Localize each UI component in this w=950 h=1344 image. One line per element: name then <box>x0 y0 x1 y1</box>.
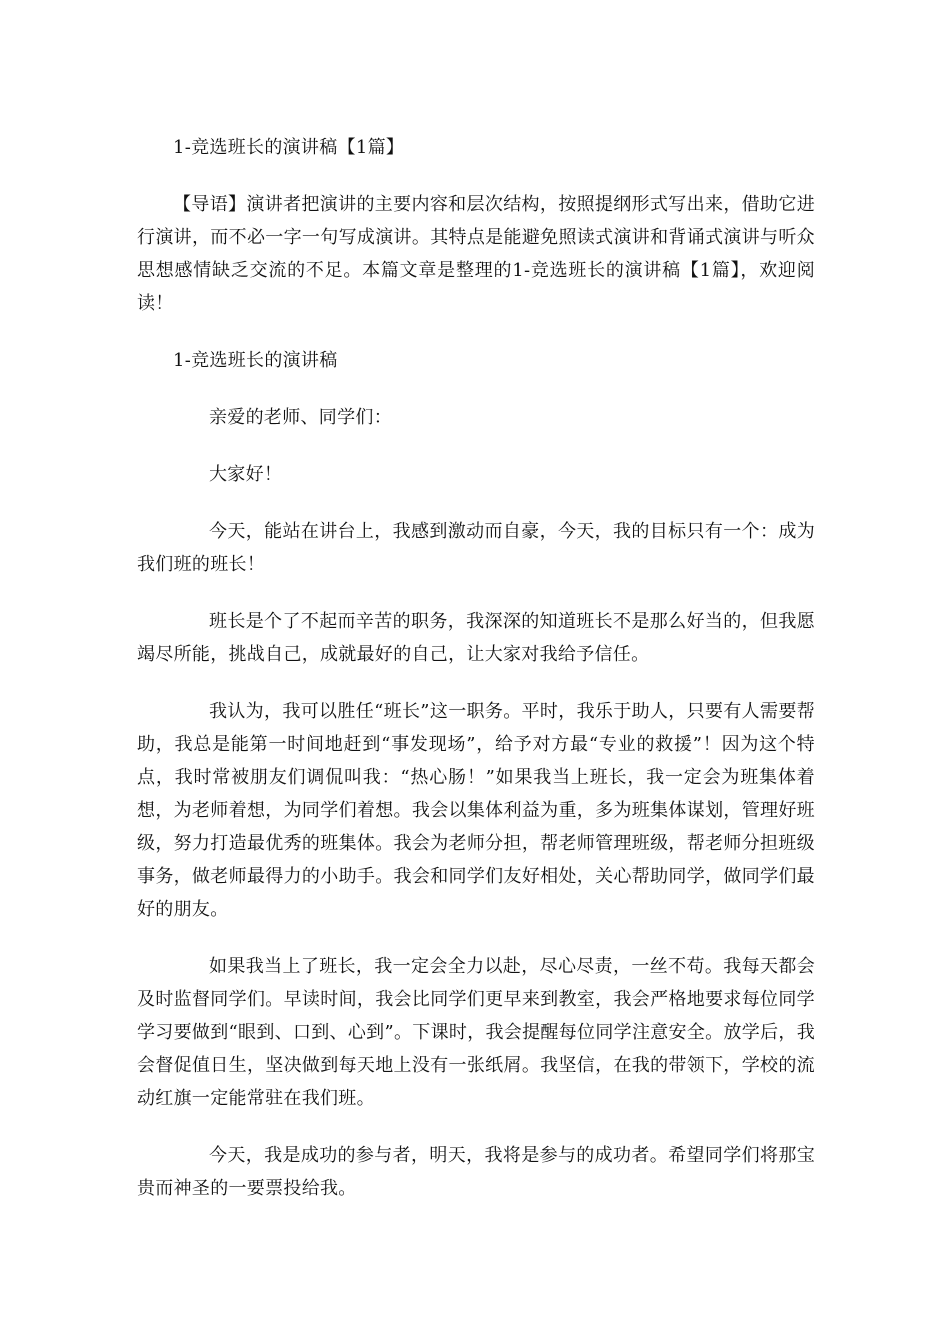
paragraph: 我认为，我可以胜任“班长”这一职务。平时，我乐于助人，只要有人需要帮助，我总是能第一时间地赶到“事发现场”，给予对方最“专业的救援”！因为这个特点，我时常被朋友们调侃叫我：“热心肠！”如果我当上班长，我一定会为班集体着想，为老师着想，为同学们着想。我会以集体利益为重，多为班集体谋划，管理好班级，努力打造最优秀的班集体。我会为老师分担，帮老师管理班级，帮老师分担班级事务，做老师最得力的小助手。我会和同学们友好相处，关心帮助同学，做同学们最好的朋友。 <box>137 701 815 920</box>
salutation: 亲爱的老师、同学们： <box>209 407 392 428</box>
intro-text: 【导语】演讲者把演讲的主要内容和层次结构，按照提纲形式写出来，借助它进行演讲，而不必一字一句写成演讲。其特点是能避免照读式演讲和背诵式演讲与听众思想感情缺乏交流的不足。本篇文章是整理的1-竞选班长的演讲稿【1篇】，欢迎阅读！ <box>137 194 815 314</box>
greeting: 大家好！ <box>209 464 283 485</box>
paragraph: 今天，能站在讲台上，我感到激动而自豪，今天，我的目标只有一个：成为我们班的班长！ <box>137 521 815 575</box>
speech-title: 1-竞选班长的演讲稿 <box>173 350 338 371</box>
document-body <box>137 131 815 1229</box>
paragraph: 如果我当上了班长，我一定会全力以赴，尽心尽责，一丝不苟。我每天都会及时监督同学们。早读时间，我会比同学们更早来到教室，我会严格地要求每位同学学习要做到“眼到、口到、心到”。下课时，我会提醒每位同学注意安全。放学后，我会督促值日生，坚决做到每天地上没有一张纸屑。我坚信，在我的带领下，学校的流动红旗一定能常驻在我们班。 <box>137 956 815 1109</box>
document-intro <box>137 188 815 320</box>
paragraph: 今天，我是成功的参与者，明天，我将是参与的成功者。希望同学们将那宝贵而神圣的一要票投给我。 <box>137 1145 815 1199</box>
paragraph: 班长是个了不起而辛苦的职务，我深深的知道班长不是那么好当的，但我愿竭尽所能，挑战自己，成就最好的自己，让大家对我给予信任。 <box>137 611 815 665</box>
document-title: 1-竞选班长的演讲稿【1篇】 <box>173 137 405 158</box>
